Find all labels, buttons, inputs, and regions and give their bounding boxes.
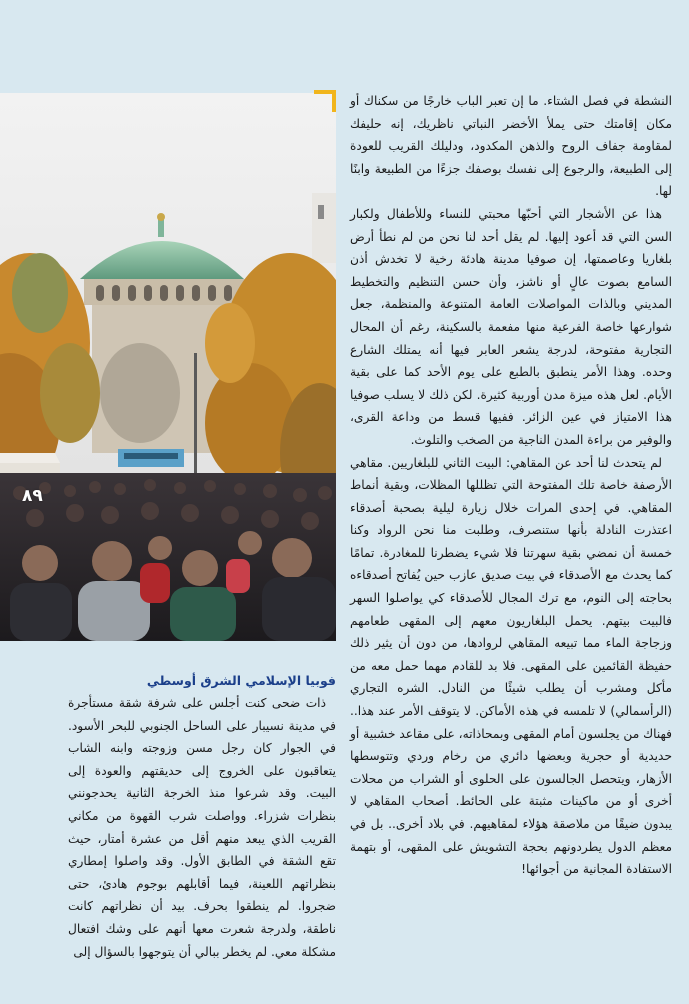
article-left-column: [68, 670, 336, 963]
section-title: فوبيا الإسلامي الشرق أوسطي: [146, 673, 336, 688]
street-crowd-cathedral-icon: [0, 93, 336, 641]
page-number: ٨٩: [22, 486, 43, 506]
paragraph-4: ذات ضحى كنت أجلس على شرفة شقة مستأجرة في مدينة نسيبار على الساحل الجنوبي للبحر الأسود. في الجوار كان رجل مسن وزوجته وابنه الشاب يتعاقبون على الخروج إلى حديقتهم والعودة إلى البيت. وقد شرعوا منذ الخرجة الثانية يحدجونني بنظرات شزراء. وواصلت شرب القهوة من مكاني القريب الذي يبعد منهم أقل من عشرة أمتار، حيث تقع الشقة في الطابق الأول. وقد واصلوا إمطاري بنظراتهم اللعينة، فيما أقابلهم بوجوم هادئ، حتى ضجروا. لم ينطقوا بحرف. بيد أن نظراتهم كانت ناطقة، ولدرجة شعرت معها أنهم على وشك افتعال مشكلة معي. لم يخطر ببالي أن يتوجهوا بالسؤال إلى: [68, 696, 336, 959]
corner-accent-decoration: [314, 90, 336, 112]
paragraph-2: هذا عن الأشجار التي أحبّها محبتي للنساء وللأطفال ولكبار السن التي قد أعود إليها. لم يقل أحد لنا نحن من لم نطأ أرض بلغاريا وعاصمتها، إن صوفيا مدينة هادئة رخية لا تخدش أذن السامع بصوت عالٍ أو ناشز، وأن حسن التنظيم والتخطيط المديني وبالذات المواصلات العامة المتنوعة والمنظمة، جعل شوارعها خاصة الفرعية منها مفعمة بالسكينة، رغم أن المحال التجارية مفتوحة، لدرجة يشعر العابر فيها أنه يمتلك الشارع وحده. وهذا الأمر ينطبق بالطبع على يوم الأحد كما على بقية الأيام. لعل هذه ميزة مدن أوربية كثيرة. لكن ذلك لا يسلب صوفيا هذا الامتياز في عين الزائر. ففيها قسط من وداعة القرى، والوفير من براءة المدن الناجية من الصخب والتلوث.: [350, 206, 672, 447]
article-right-column: [350, 90, 672, 881]
paragraph-3: لم يتحدث لنا أحد عن المقاهي: البيت الثاني للبلغاريين. مقاهي الأرصفة خاصة تلك المفتوحة التي تظللها المظلات، وبقية أنماط المقاهي. في إحدى المرات خلال زيارة ليلية بصحبة أصدقاء اعتذرت النادلة بأنها ستنصرف، وطلبت منا نحن الرواد وكنا خمسة أن نمضي بقية سهرتنا فلا شيء يضطرنا للمغادرة. تمامًا كما يحدث مع الأصدقاء في بيت صديق عازب حين يُفاتح أصدقاءه بحاجته إلى النوم، مع ترك المجال للأصدقاء كي يواصلوا السهر فالبيت بيتهم. يحمل البلغاريون معهم إلى المقهى طعامهم وزجاجة الماء مما تبيعه المقاهي لروادها، من دون أن يثير ذلك حفيظة القائمين على المقهى. فلا بد للقادم مهما حمل معه من مأكل ومشرب أن يطلب شيئًا من النادل. الشره التجاري (الرأسمالي) لا تلمسه في هذه الأماكن. لا يتوقف الأمر عند هذا.. فهناك من يجلسون أمام المقهى وبمحاذاته، على مقاعد خشبية أو حديدية أو حجرية وبعضها دائري من رخام وردي وتتوسطها الأزهار، ويتحصل الجالسون على الحلوى أو الشراب من محلات أخرى أو من ماكينات مثبتة على الحائط. أصحاب المقاهي لا يبدون ضيقًا من ملاصقة هؤلاء لمقاهيهم. في بلاد أخرى.. بل في معظم الدول يطردونهم بحجة التشويش على المقهى، أو بتهمة الاستفادة المجانية من أجوائها!: [350, 455, 672, 877]
paragraph-1: النشطة في فصل الشتاء. ما إن تعبر الباب خارجًا من سكناك أو مكان إقامتك حتى يملأ الأخضر النباتي ناظريك، إنه حليفك لمقاومة جفاف الروح والذهن المكدود، ودليلك القريب للعودة إلى الطبيعة، والرجوع إلى نفسك بوصفك جزءًا من الطبيعة وابنًا لها.: [350, 94, 672, 199]
street-crowd-photo: [0, 93, 336, 641]
